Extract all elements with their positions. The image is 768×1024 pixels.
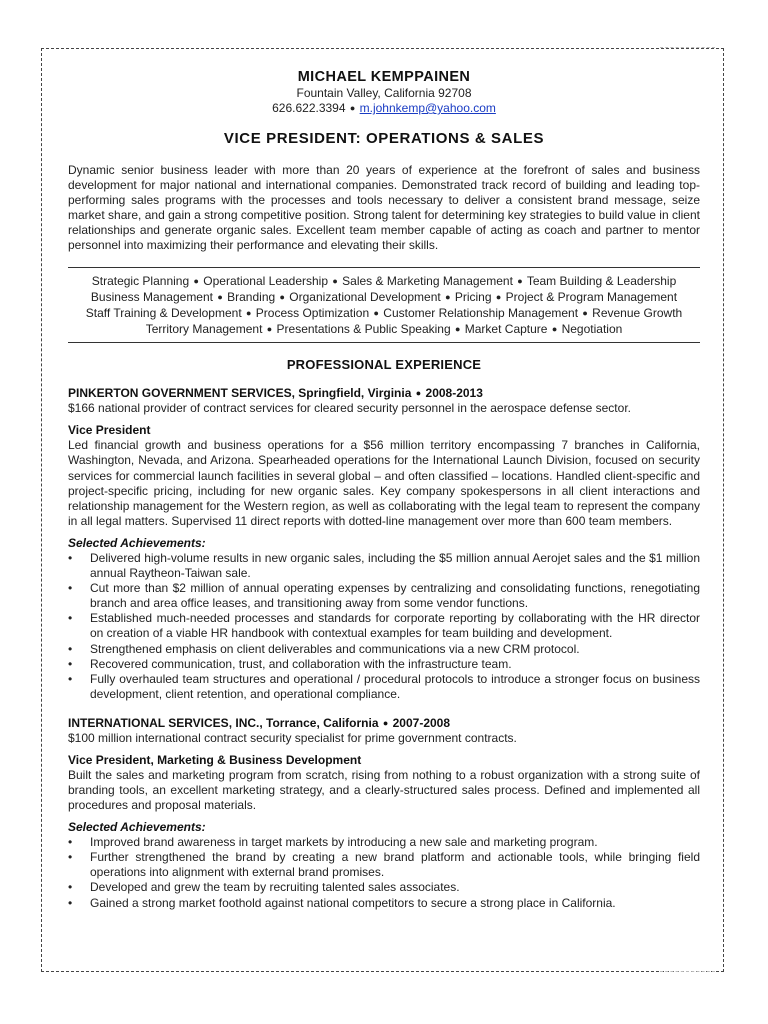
separator-dot: ● (332, 275, 338, 286)
achievement-item (68, 835, 700, 850)
competency-row (68, 289, 700, 305)
competency-item: Team Building & Leadership (526, 273, 677, 288)
achievement-item (68, 850, 700, 880)
competency-item: Territory Management (145, 322, 263, 337)
achievement-item (68, 896, 700, 911)
job-entry (68, 716, 700, 911)
job-description: Led financial growth and business operations for a $56 million territory encompassing 7 branches in California, Washington, Nevada, and Arizona. Spearheaded operations for the International Launch Division, focused on security services for commercial launch facilities in several global – and often classified – locations. Handled client-specific and project-specific pricing, including for new organic sales. Key company spokespersons in all client interactions and relationship management for the Western region, as well as collaborating with the legal team to represent the company in all legal matters. Supervised 11 direct reports with dotted-line management over more than 600 team members. (68, 438, 700, 528)
competency-item: Branding (227, 289, 276, 304)
separator-dot: ● (193, 275, 199, 286)
separator-dot: ● (551, 324, 558, 335)
competency-item: Strategic Planning (91, 273, 190, 288)
bullet-icon: • (68, 835, 73, 850)
separator-dot: ● (495, 291, 502, 302)
achievement-text: Gained a strong market foothold against national competitors to secure a strong place in California. (90, 895, 616, 910)
achievement-text: Established much-needed processes and standards for corporate reporting by collaborating with the HR director on creation of a viable HR handbook with contextual examples for team building and development. (90, 611, 700, 641)
competency-item: Customer Relationship Management (383, 305, 579, 320)
achievement-text: Strengthened emphasis on client deliverables and communications via a new CRM protocol. (90, 641, 580, 656)
candidate-name: MICHAEL KEMPPAINEN (297, 69, 471, 85)
bullet-icon: • (68, 581, 73, 596)
competency-item: Project & Program Management (505, 289, 678, 304)
bullet-icon: • (68, 895, 73, 910)
bullet-icon: • (68, 641, 73, 656)
separator-dot: ● (415, 388, 422, 399)
competency-item: Revenue Growth (592, 305, 683, 320)
achievements-heading: Selected Achievements: (68, 535, 206, 550)
bullet-icon: • (68, 611, 73, 626)
achievement-item (68, 657, 700, 672)
company-name: INTERNATIONAL SERVICES, INC., Torrance, California (68, 715, 379, 730)
job-entry (68, 386, 700, 702)
achievement-text: Improved brand awareness in target markets by introducing a new sale and marketing program. (90, 835, 598, 850)
bullet-icon: • (68, 656, 73, 671)
page-corner-mark (660, 971, 715, 973)
divider (68, 342, 700, 343)
page-corner-mark (660, 47, 715, 49)
separator-dot: ● (582, 307, 588, 318)
achievement-text: Delivered high-volume results in new organic sales, including the $5 million annual Aerojet sales and the $1 million annual Raytheon-Taiwan sale. (90, 550, 700, 581)
achievement-text: Recovered communication, trust, and collaboration with the infrastructure team. (90, 656, 512, 671)
bullet-icon: • (68, 671, 73, 686)
separator-dot: ● (445, 291, 451, 302)
competency-row (68, 305, 700, 321)
company-line (68, 716, 700, 731)
competency-item: Market Capture (464, 322, 548, 337)
candidate-location: Fountain Valley, California 92708 (296, 86, 472, 100)
separator-dot: ● (373, 307, 379, 318)
resume-header (68, 68, 700, 116)
achievement-item (68, 581, 700, 611)
resume-headline: VICE PRESIDENT: OPERATIONS & SALES (223, 130, 545, 147)
job-dates: 2008-2013 (425, 386, 483, 401)
company-line (68, 386, 700, 401)
achievement-text: Further strengthened the brand by creating a new brand platform and actionable tools, while bringing field operations into alignment with external brand promises. (90, 850, 700, 880)
competency-row (68, 273, 700, 289)
competency-item: Negotiation (561, 322, 623, 337)
competency-item: Sales & Marketing Management (342, 273, 513, 288)
competency-item: Process Optimization (255, 305, 370, 320)
contact-line (68, 101, 700, 116)
job-dates: 2007-2008 (392, 715, 451, 730)
competency-item: Organizational Development (289, 289, 441, 304)
company-name: PINKERTON GOVERNMENT SERVICES, Springfield, Virginia (68, 386, 412, 401)
company-description: $100 million international contract security specialist for prime government contracts. (68, 730, 517, 745)
separator-dot: ● (517, 275, 523, 286)
competency-item: Staff Training & Development (85, 305, 242, 320)
achievements-heading: Selected Achievements: (68, 820, 206, 835)
resume-document (68, 67, 700, 911)
company-description: $166 national provider of contract services for cleared security personnel in the aerospace defense sector. (68, 401, 631, 416)
separator-dot: ● (217, 291, 223, 302)
core-competencies (68, 268, 700, 343)
separator-dot: ● (266, 324, 273, 335)
achievement-text: Fully overhauled team structures and operational / procedural protocols to introduce a stronger focus on business development, client retention, and operational compliance. (90, 671, 700, 701)
achievements-list (68, 551, 700, 702)
job-title: Vice President, Marketing & Business Development (68, 752, 362, 767)
phone-number: 626.622.3394 (272, 101, 346, 115)
bullet-icon: • (68, 850, 73, 865)
achievement-item (68, 611, 700, 641)
bullet-icon: • (68, 880, 73, 895)
job-title: Vice President (68, 423, 151, 438)
section-title-experience: PROFESSIONAL EXPERIENCE (286, 357, 482, 373)
summary-paragraph: Dynamic senior business leader with more than 20 years of experience at the forefront of sales and business development for major national and international companies. Demonstrated track record of building and leading top-performing sales programs with the processes and tools necessary to deliver a consistent brand message, seize market share, and gain a strong competitive position. Strong talent for determining key strategies to build value in client relationships and generate organic sales. Excellent team member capable of acting as coach and partner to mentor personnel into maximizing their performance and elevating their skills. (68, 163, 700, 253)
competency-item: Pricing (454, 289, 492, 304)
separator-dot: ● (246, 307, 252, 318)
separator-dot: ● (382, 717, 389, 728)
separator-dot: ● (349, 103, 356, 113)
experience-list (68, 386, 700, 910)
competency-row (68, 321, 700, 337)
separator-dot: ● (279, 291, 285, 302)
separator-dot: ● (454, 324, 461, 335)
competency-item: Operational Leadership (203, 273, 329, 288)
competency-item: Presentations & Public Speaking (276, 322, 451, 337)
competency-item: Business Management (90, 289, 213, 304)
achievement-text: Developed and grew the team by recruiting talented sales associates. (90, 880, 460, 895)
email-link[interactable]: m.johnkemp@yahoo.com (359, 101, 496, 115)
achievement-item (68, 672, 700, 702)
bullet-icon: • (68, 550, 73, 565)
achievements-list (68, 835, 700, 910)
achievement-item (68, 880, 700, 895)
achievement-item (68, 642, 700, 657)
job-description: Built the sales and marketing program from scratch, rising from nothing to a robust organization with a strong suite of branding tools, an excellent marketing strategy, and a clearly-structured sales process. Defined and implemented all procedures and proposal materials. (68, 767, 700, 813)
achievement-text: Cut more than $2 million of annual operating expenses by centralizing and consolidating functions, renegotiating branch and area office leases, and transitioning away from some vendor functions. (90, 581, 700, 611)
achievement-item (68, 551, 700, 581)
